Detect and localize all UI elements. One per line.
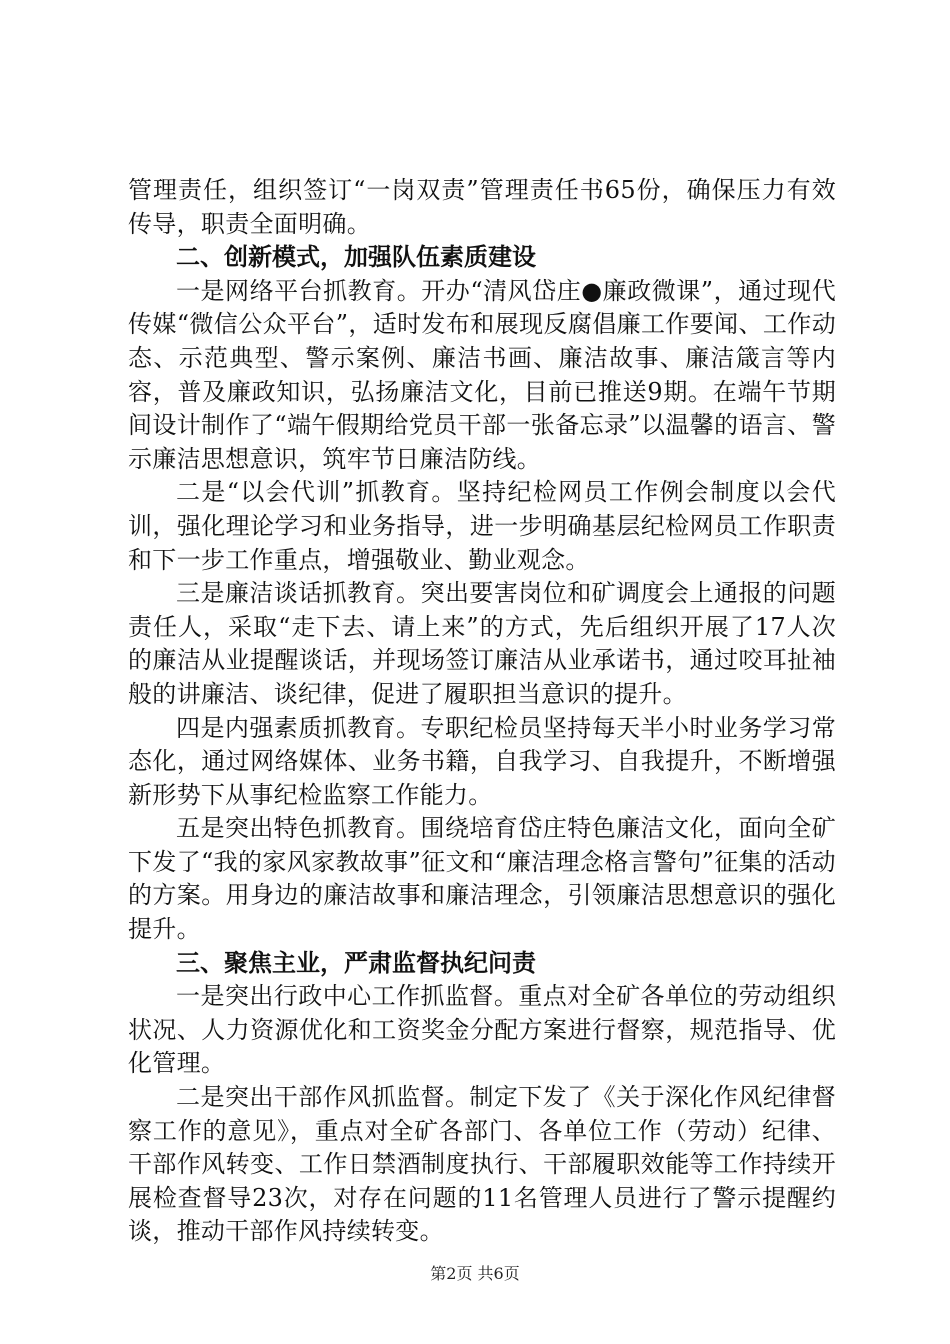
paragraph-admin-supervision: 一是突出行政中心工作抓监督。重点对全矿各单位的劳动组织状况、人力资源优化和工资奖金分配方案进行督察，规范指导、优化管理。 xyxy=(128,982,836,1078)
paragraph-meeting-training: 二是“以会代训”抓教育。坚持纪检网员工作例会制度以会代训，强化理论学习和业务指导，进一步明确基层纪检网员工作职责和下一步工作重点，增强敬业、勤业观念。 xyxy=(128,478,836,574)
paragraph-characteristic-education: 五是突出特色抓教育。围绕培育岱庄特色廉洁文化，面向全矿下发了“我的家风家教故事”征文和“廉洁理念格言警句”征集的活动的方案。用身边的廉洁故事和廉洁理念，引领廉洁思想意识的强化提升。 xyxy=(128,814,836,944)
paragraph-integrity-talk: 三是廉洁谈话抓教育。突出要害岗位和矿调度会上通报的问题责任人，采取“走下去、请上来”的方式，先后组织开展了17人次的廉洁从业提醒谈话，并现场签订廉洁从业承诺书，通过咬耳扯袖般的讲廉洁、谈纪律，促进了履职担当意识的提升。 xyxy=(128,579,836,708)
paragraph-network-platform: 一是网络平台抓教育。开办“清风岱庄●廉政微课”，通过现代传媒“微信公众平台”，适时发布和展现反腐倡廉工作要闻、工作动态、示范典型、警示案例、廉洁书画、廉洁故事、廉洁箴言等内容，普及廉政知识，弘扬廉洁文化，目前已推送9期。在端午节期间设计制作了“端午假期给党员干部一张备忘录”以温馨的语言、警示廉洁思想意识，筑牢节日廉洁防线。 xyxy=(128,276,836,473)
paragraph-continuation: 管理责任，组织签订“一岗双责”管理责任书65份，确保压力有效传导，职责全面明确。 xyxy=(128,176,836,238)
page-number-footer: 第2页 共6页 xyxy=(430,1264,520,1283)
paragraph-cadre-style-supervision: 二是突出干部作风抓监督。制定下发了《关于深化作风纪律督察工作的意见》，重点对全矿各部门、各单位工作（劳动）纪律、干部作风转变、工作日禁酒制度执行、干部履职效能等工作持续开展检查督导23次，对存在问题的11名管理人员进行了警示提醒约谈，推动干部作风持续转变。 xyxy=(128,1083,836,1246)
paragraph-internal-quality: 四是内强素质抓教育。专职纪检员坚持每天半小时业务学习常态化，通过网络媒体、业务书籍，自我学习、自我提升，不断增强新形势下从事纪检监察工作能力。 xyxy=(128,713,836,809)
section-heading-2: 二、创新模式，加强队伍素质建设 xyxy=(176,243,536,272)
document-body xyxy=(128,174,836,1249)
section-heading-3: 三、聚焦主业，严肃监督执纪问责 xyxy=(176,948,536,977)
